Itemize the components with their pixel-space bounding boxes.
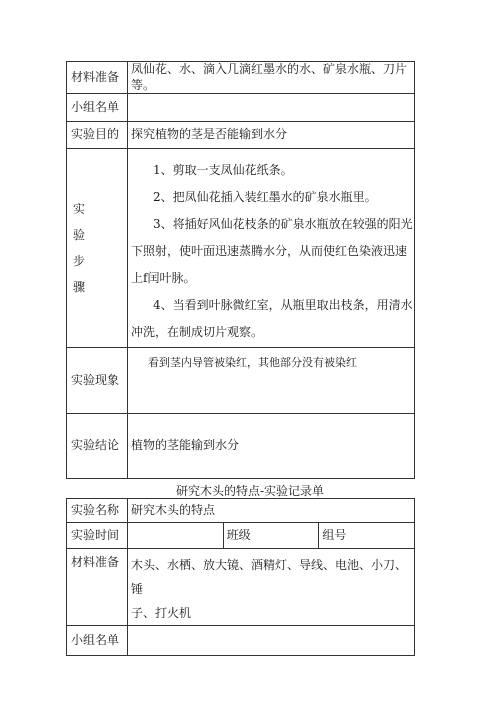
- step-line: 上f闰叶脉。: [131, 271, 196, 286]
- group-members-value: [128, 94, 415, 122]
- experiment-name-row: [67, 499, 415, 523]
- materials2-row: [67, 549, 415, 626]
- steps-row: [67, 149, 415, 348]
- group-members-label: 小组名单: [67, 94, 128, 122]
- materials-value: 凤仙花、水、滴入几滴红墨水的水、矿泉水瓶、刀片等。: [128, 62, 415, 94]
- step-line: 2、把凤仙花插入装红墨水的矿泉水瓶里。: [153, 190, 377, 205]
- steps-label-char: 验: [73, 228, 86, 243]
- phenomenon-row: [67, 348, 415, 414]
- purpose-value: 探究植物的茎是否能输到水分: [128, 122, 415, 149]
- experiment-time-value: [128, 523, 224, 549]
- materials-row: [67, 62, 415, 94]
- group-members2-label: 小组名单: [67, 626, 128, 656]
- materials2-line: 木头、水栖、放大镜、酒精灯、导线、电池、小刀、锤: [131, 558, 408, 596]
- phenomenon-label: 实验现象: [67, 348, 128, 414]
- step-line: 3、将插好风仙花枝条的矿泉水瓶放在较强的阳光: [153, 217, 413, 232]
- experiment-table-1: [66, 61, 415, 479]
- materials2-label: 材料准备: [67, 549, 128, 626]
- experiment-name-value: 研究木头的特点: [128, 499, 415, 523]
- record-sheet-title: 研究木头的特点-实验记录单: [175, 484, 325, 498]
- conclusion-label: 实验结论: [67, 414, 128, 479]
- experiment-name-label: 实验名称: [67, 499, 128, 523]
- step-line: 1、剪取一支凤仙花纸条。: [153, 163, 293, 178]
- class-label: 班级: [223, 523, 319, 549]
- purpose-label: 实验目的: [67, 122, 128, 149]
- steps-content: [128, 149, 415, 348]
- step-line: 下照射，使叶面迅速蒸腾水分，从而使红色染液迅速: [131, 244, 408, 259]
- group-members-row: [67, 94, 415, 122]
- purpose-row: [67, 122, 415, 149]
- steps-label-char: 步: [73, 254, 86, 269]
- experiment-table-2: [66, 498, 415, 656]
- steps-label: [67, 149, 128, 348]
- conclusion-value: 植物的茎能输到水分: [128, 414, 415, 479]
- experiment-time-row: [67, 523, 415, 549]
- steps-label-char: 实: [73, 202, 86, 217]
- group-members2-value: [128, 626, 415, 656]
- group-number-label: 组号: [319, 523, 415, 549]
- steps-label-char: 骤: [73, 280, 86, 295]
- materials2-value: [128, 549, 415, 626]
- step-line: 冲洗，在制成切片观察。: [131, 325, 264, 340]
- experiment-time-label: 实验时间: [67, 523, 128, 549]
- materials2-line: 子、打火机: [131, 606, 192, 620]
- step-line: 4、当看到叶脉微红室，从瓶里取出枝条，用清水: [153, 298, 413, 313]
- conclusion-row: [67, 414, 415, 479]
- phenomenon-value: 看到茎内导管被染红，其他部分没有被染红: [128, 348, 415, 414]
- materials-label: 材料准备: [67, 62, 128, 94]
- group-members2-row: [67, 626, 415, 656]
